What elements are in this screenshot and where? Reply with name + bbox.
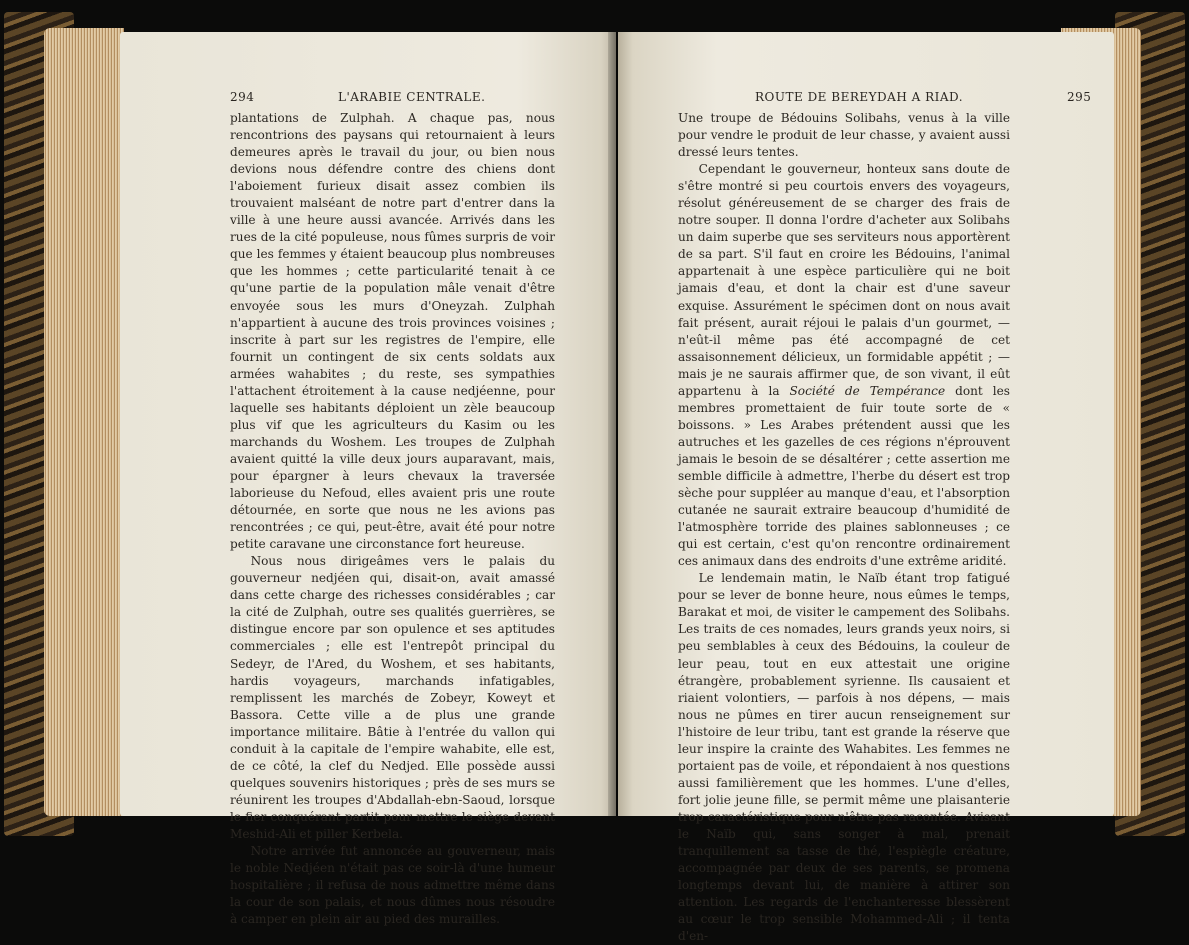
right-body-text bbox=[678, 110, 1010, 945]
paragraph bbox=[678, 161, 1010, 570]
paragraph-text: dont les membres promettaient de fuir toute sorte de « boissons. » Les Arabes prétendent aussi que les autruches et les gazelles de ces régions n'éprouvent jamais le besoin de se désaltérer ; cette assertion me semble difficile à admettre, l'herbe du désert est trop sèche pour suppléer au manque d'eau, et l'absorption cutanée ne saurait extraire beaucoup d'humidité de l'atmosphère torride des plaines sablonneuses ; ce qui est certain, c'est qu'on rencontre ordinairement ces animaux dans des endroits d'une extrême aridité. bbox=[678, 383, 1010, 569]
left-page-number: 294 bbox=[230, 90, 255, 104]
right-page bbox=[618, 32, 1114, 944]
paragraph: Nous nous dirigeâmes vers le palais du gouverneur nedjéen qui, disait-on, avait amassé dans cette charge des richesses considérables ; car la cité de Zulphah, outre ses qualités guerrières, se distingue encore par son opulence et ses aptitudes commerciales ; elle est l'entrepôt principal du Sedeyr, de l'Ared, du Woshem, et ses habitants, hardis voyageurs, marchands infatigables, remplissent les marchés de Zobeyr, Koweyt et Bassora. Cette ville a de plus une grande importance militaire. Bâtie à l'entrée du vallon qui conduit à la capitale de l'empire wahabite, elle est, de ce côté, la clef du Nedjed. Elle possède aussi quelques souvenirs historiques ; près de ses murs se réunirent les troupes d'Abdallah-ebn-Saoud, lorsque le fier conquérant partit pour mettre le siège devant Meshid-Ali et piller Kerbela. bbox=[230, 554, 555, 841]
right-running-header bbox=[755, 90, 1092, 108]
right-running-head: ROUTE DE BEREYDAH A RIAD. bbox=[755, 90, 964, 104]
paragraph: plantations de Zulphah. A chaque pas, nous rencontrions des paysans qui retournaient à leurs demeures après le travail du jour, ou bien nous devions nous défendre contre des chiens dont l'aboiement furieux disait assez combien ils trouvaient malséant de notre part d'entrer dans la ville à une heure aussi avancée. Arrivés dans les rues de la cité populeuse, nous fûmes surpris de voir que les femmes y étaient beaucoup plus nombreuses que les hommes ; cette particularité tenait à ce qu'une partie de la population mâle venait d'être envoyée sous les murs d'Oneyzah. Zulphah n'appartient à aucune des trois provinces voisines ; inscrite à part sur les registres de l'empire, elle fournit un contingent de six cents soldats aux armées wahabites ; du reste, ses sympathies l'attachent étroitement à la cause nedjéenne, pour laquelle ses habitants déploient un zèle beaucoup plus vif que les agriculteurs du Kasim ou les marchands du Woshem. Les troupes de Zulphah avaient quitté la ville deux jours auparavant, mais, pour épargner à leurs chevaux la traversée laborieuse du Nefoud, elles avaient pris une route détournée, en sorte que nous ne les avions pas rencontrées ; ce qui, peut-être, avait été pour notre petite caravane une circonstance fort heureuse. bbox=[230, 111, 555, 552]
left-running-head: L'ARABIE CENTRALE. bbox=[338, 90, 486, 104]
left-body-text bbox=[230, 110, 555, 928]
left-running-header bbox=[230, 90, 550, 108]
left-page bbox=[120, 32, 616, 927]
paragraph-text: Cependant le gouverneur, honteux sans doute de s'être montré si peu courtois envers des voyageurs, résolut généreusement de se charger des frais de notre souper. Il donna l'ordre d'acheter aux Solibahs un daim superbe que ses serviteurs nous apportèrent de sa part. S'il faut en croire les Bédouins, l'animal appartenait à une espèce particulière qui ne boit jamais d'eau, et dont la chair est d'une saveur exquise. Assurément le spécimen dont on nous avait fait présent, aurait réjoui le palais d'un gourmet, — n'eût-il même pas été accompagné de cet assaisonnement délicieux, un formidable appétit ; — mais je ne saurais affirmer que, de son vivant, il eût appartenu à la bbox=[678, 162, 1010, 398]
paragraph: Notre arrivée fut annoncée au gouverneur, mais le noble Nedjéen n'était pas ce soir-là d'une humeur hospitalière ; il refusa de nous admettre même dans la cour de son palais, et nous dûmes nous résoudre à camper en plein air au pied des murailles. bbox=[230, 844, 555, 927]
page-edges-left bbox=[44, 28, 124, 816]
paragraph: Le lendemain matin, le Naïb étant trop fatigué pour se lever de bonne heure, nous eûmes le temps, Barakat et moi, de visiter le campement des Solibahs. Les traits de ces nomades, leurs grands yeux noirs, si peu semblables à ceux des Bédouins, la couleur de leur peau, tout en eux attestait une origine étrangère, probablement syrienne. Ils causaient et riaient volontiers, — parfois à nos dépens, — mais nous ne pûmes en tirer aucun renseignement sur l'histoire de leur tribu, tant est grande la réserve que leur inspire la crainte des Wahabites. Les femmes ne portaient pas de voile, et répondaient à nos questions aussi familièrement que les hommes. L'une d'elles, fort jolie jeune fille, se permit même une plaisanterie trop caractéristique pour n'être pas racontée. Avisant le Naïb qui, sans songer à mal, prenait tranquillement sa tasse de thé, l'espiègle créature, accompagnée par deux de ses parents, se promena longtemps devant lui, de manière à attirer son attention. Les regards de l'enchanteresse blessèrent au cœur le trop sensible Mohammed-Ali ; il tenta d'en- bbox=[678, 571, 1010, 944]
right-page-number: 295 bbox=[1067, 90, 1092, 104]
paragraph: Une troupe de Bédouins Solibahs, venus à la ville pour vendre le produit de leur chasse, y avaient aussi dressé leurs tentes. bbox=[678, 111, 1010, 160]
italic-phrase: Société de Tempérance bbox=[789, 383, 946, 398]
